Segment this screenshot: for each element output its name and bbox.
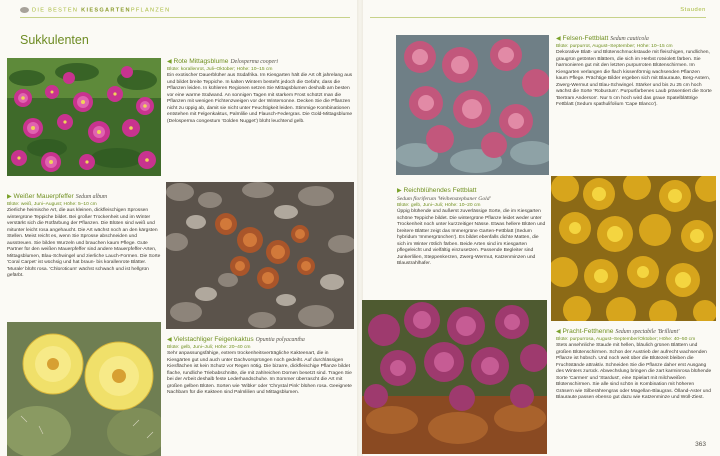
entry-album <box>7 193 161 280</box>
entry-latin: Sedum floriferum 'Weihenstephaner Gold' <box>397 195 491 202</box>
photo-spectabile <box>362 300 547 454</box>
floriferum-image <box>551 176 716 321</box>
entry-heading: ▶ Reichblühendes Fettblatt <box>397 187 477 194</box>
entry-meta: Blüte: gelb, Juni–Juli; Höhe: 10–20 cm <box>397 202 481 208</box>
entry-heading: ◀ Rote Mittagsblume Delosperma cooperi <box>167 58 278 65</box>
entry-body: Sehr anpassungsfähige, extrem trockenheitsverträgliche Kakteenart, die in Kiesgärten gut und auch unter Dachvorsprüngen noch gedeiht. Auf durchlässigen Kiesflächen ist kein Schutz vor Regen nötig. Die bizarre, dickfleischige Pflanze bildet flache, rundliche Triebabschnitte, die mit zahlreichen Dornen besetzt sind. Tragen Sie bei der Arbeit deshalb feste Lederhandschuhe. Im Sommer überrascht die Art mit großen gelben Blüten. Sorten wie 'Wibke' oder 'Chrystal Pink' blühen rosa. Geeignete Nachbarn für die Kakteen sind Palmlilien und Mittagsblumen. <box>167 351 352 396</box>
arrow-icon: ◀ <box>556 329 561 335</box>
arrow-icon: ◀ <box>167 337 172 343</box>
spectabile-image <box>362 300 547 454</box>
page-number: 363 <box>695 441 706 448</box>
entry-body: Zierliche heimische Art, die aus kleinen, dickfleischigen Sprossen wintergrüne Teppiche bildet. Bei großer Trockenheit und im Winter verstärkt sich die Rotfärbung der Pflanzen. Die Blüten sind weiß und mitunter leicht rosa angehaucht. Die Art wächst noch an den kärgsten Stellen. Meist reicht es, wenn Sie Sprosse abschneiden und ausstreuen. Sie bilden Wurzeln und brauchen kaum Pflege. Gute Partner für den weißen Mauerpfeffer sind andere Mauerpfeffer-Arten, Mittagsblumen, Blau-Schwingel und zierliche Lauch-Formen. Die Sorte 'Coral Carpet' ist wüchsig und hat braun- bis korallenrote Blätter. 'Murale' blüht rosa. 'Chloroticum' wächst schwach und ist hellgrün gefärbt. <box>7 208 161 279</box>
cauticola-image <box>396 35 549 175</box>
entry-heading: ◀ Vielstachliger Feigenkaktus Opuntia polyacantha <box>167 336 305 343</box>
album-image <box>166 182 354 329</box>
entry-heading: ◀ Pracht-Fetthenne Sedum spectabile 'Brilliant' <box>556 328 680 335</box>
header-rule-right <box>370 17 706 18</box>
running-head-right: Stauden <box>680 7 706 13</box>
entry-delosperma <box>167 58 353 125</box>
entry-heading: ◀ Felsen-Fettblatt Sedum cauticola <box>556 35 649 42</box>
photo-floriferum <box>551 176 716 321</box>
entry-meta: Blüte: purpurrot, August–September; Höhe: 10–15 cm <box>556 43 673 49</box>
entry-floriferum <box>397 187 547 268</box>
arrow-icon: ◀ <box>167 59 172 65</box>
entry-body: Stets ansehnliche Staude mit hellen, bläulich grünen Blättern und großen Blütenschirmen. Schon der Austrieb der aufrecht wachsenden Pflanze ist hübsch. Und noch weit über die Blütezeit bleiben die Fruchtstände attraktiv. Schneiden Sie die Pflanze daher erst Ausgang des Winters zurück. Abwechslung bringen die zart karminrosa blühende Sorte 'Carmen' und 'Stardust', eine Spielart mit milchweißen Blütenschirmen. Sie alle sind schön in Kombination mit höheren Gräsern wie Silberährengras oder Magellan-Blaugras. Ölland-Aster und Blauraute passen ebenso gut dazu wie Katzenminze und Woll-Ziest. <box>556 343 712 401</box>
page-title: Sukkulenten <box>20 33 89 47</box>
entry-meta: Blüte: korallenrot, Juli–Oktober; Höhe: 10–15 cm <box>167 66 273 72</box>
header-icon <box>20 7 29 13</box>
header-rule-left <box>20 17 350 18</box>
entry-meta: Blüte: weiß, Juni–August; Höhe: 5–10 cm <box>7 201 97 207</box>
entry-spectabile <box>556 328 712 402</box>
entry-meta: Blüte: purpurrosa, August–September/Oktober; Höhe: 40–50 cm <box>556 336 696 342</box>
entry-heading: ▶ Weißer Mauerpfeffer Sedum album <box>7 193 108 200</box>
arrow-icon: ▶ <box>397 188 402 194</box>
photo-album <box>166 182 354 329</box>
arrow-icon: ◀ <box>556 36 561 42</box>
entry-body: Dekorative Blatt- und Blütenschmuckstaude mit fleischigen, rundlichen, graugrün getönten Blättern, die sich im Herbst rotviolett färben. Sie harmonieren gut mit den letzten purpurroten Blütenschirmen. Im Kiesgarten verlangen die flach kissenförmig wachsenden Pflanzen kaum Pflege. Prächtige Bilder ergeben sich mit Blauraute, Berg-Astern, Zwerg-Wermut und Blau-Schwingel. Stärker und bis zu 25 cm hoch wächst die Sorte 'Robustum'. Purpurfarbenes Laub präsentiert die Sorte 'Bertram Anderson'. Nur 5 cm hoch wird das graue Spatelblättrige Fettblatt (Sedum spathulifolium 'Cape Blanco'). <box>556 50 712 108</box>
entry-cauticola <box>556 35 712 109</box>
entry-body: Ein exotischer Dauerblüher aus Südafrika. Im Kiesgarten hält die Art oft jahrelang aus und bildet breite Teppiche. In kalten Wintern besteht jedoch die Gefahr, dass die Pflanzen leiden. In kühleren Regionen setzen Sie Mittagsblumen deshalb am besten vor eine warme Südwand. An sonnigen Tagen mit starkem Frost schützt man die Pflanzen mit wenigen Fichtenzweigen vor der Wintersonne. Decken Sie die Pflanzen nicht zu üppig ab, damit sie nicht unter Feuchtigkeit leiden. Stimmige Kombinationen entstehen mit Felgenkaktus, Palmlilie und Flausch-Federgras. Die Gold-Mittagsblume (Delosperma congestum 'Golden Nugget') blüht leuchtend gelb. <box>167 73 353 124</box>
opuntia-image <box>7 322 161 456</box>
entry-opuntia <box>167 336 353 397</box>
photo-cauticola <box>396 35 549 175</box>
photo-opuntia <box>7 322 161 456</box>
entry-meta: Blüte: gelb, Juni–Juli; Höhe: 20–40 cm <box>167 344 251 350</box>
running-head-left: DIE BESTEN KIESGARTENPFLANZEN <box>20 7 170 13</box>
delosperma-image <box>7 58 161 176</box>
entry-body: Üppig blühende und äußerst zuverlässige Sorte, die im Kiesgarten schöne Teppiche bildet. Die wintergrüne Pflanze leidet weder unter Trockenheit noch unter kurzzeitiger Nässe. Etwas hellere Blüten und breitere Blätter zeigt das Immergrüne Garten-Fettblatt (Sedum hybridum 'Immergrünchen'). Es bildet ebenfalls dichte Matten, die sich im Winter rötlich färben. Beide Arten sind im Kiesgarten pflegeleicht und vielfältig einzusetzen. Passende Begleiter sind Junkerlilien, Steppenkerzen, Zwerg-Wermut, Katzenminzen und Blaustrahlhafer. <box>397 209 546 267</box>
photo-delosperma <box>7 58 161 176</box>
arrow-icon: ▶ <box>7 194 12 200</box>
